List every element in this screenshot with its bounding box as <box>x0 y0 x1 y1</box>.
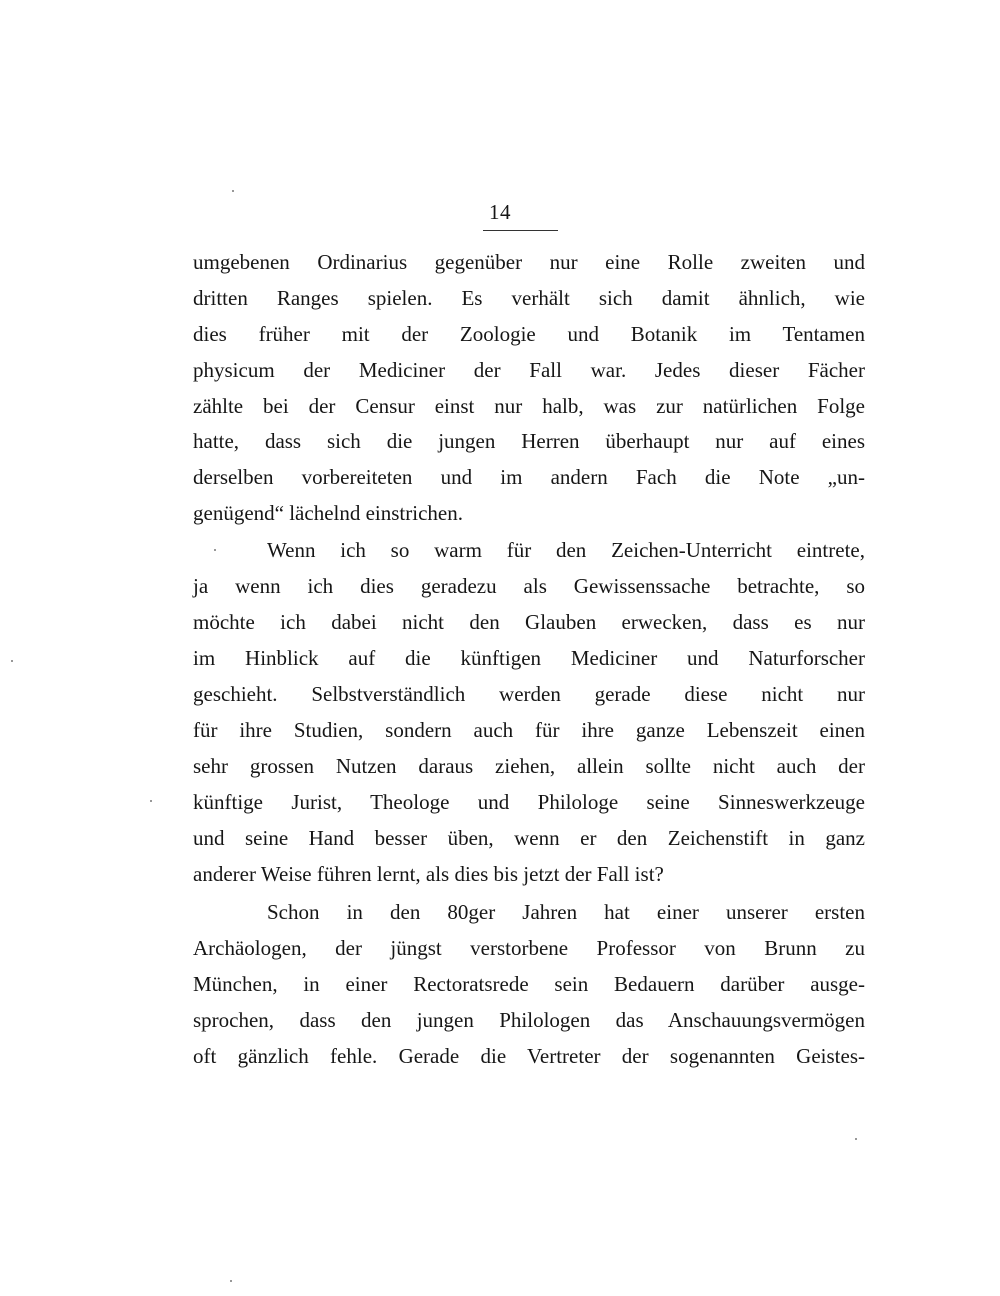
text-line: hatte, dass sich die jungen Herren überhaupt nur auf eines <box>193 429 865 453</box>
text-line: für ihre Studien, sondern auch für ihre ganze Lebenszeit einen <box>193 718 865 742</box>
scan-speck <box>230 1280 232 1282</box>
text-line: dies früher mit der Zoologie und Botanik im Tentamen <box>193 322 865 346</box>
text-line: sprochen, dass den jungen Philologen das Anschauungsvermögen <box>193 1008 865 1032</box>
text-line: im Hinblick auf die künftigen Mediciner und Naturforscher <box>193 646 865 670</box>
text-line: künftige Jurist, Theologe und Philologe seine Sinneswerkzeuge <box>193 790 865 814</box>
text-line: anderer Weise führen lernt, als dies bis jetzt der Fall ist? <box>193 862 664 886</box>
text-line: oft gänzlich fehle. Gerade die Vertreter der sogenannten Geistes- <box>193 1044 865 1068</box>
text-line: sehr grossen Nutzen daraus ziehen, allein sollte nicht auch der <box>193 754 865 778</box>
scan-speck <box>214 549 216 551</box>
text-line: umgebenen Ordinarius gegenüber nur eine Rolle zweiten und <box>193 250 865 274</box>
text-line: und seine Hand besser üben, wenn er den Zeichenstift in ganz <box>193 826 865 850</box>
text-line: dritten Ranges spielen. Es verhält sich damit ähnlich, wie <box>193 286 865 310</box>
scan-speck <box>11 660 13 662</box>
scan-speck <box>855 1138 857 1140</box>
scan-speck <box>232 190 234 192</box>
text-line: möchte ich dabei nicht den Glauben erwecken, dass es nur <box>193 610 865 634</box>
text-line: genügend“ lächelnd einstrichen. <box>193 501 463 525</box>
text-line: ja wenn ich dies geradezu als Gewissenssache betrachte, so <box>193 574 865 598</box>
text-line: Wenn ich so warm für den Zeichen-Unterricht eintrete, <box>267 538 865 562</box>
scan-speck <box>150 800 152 802</box>
page-number-rule <box>483 230 558 231</box>
text-line: München, in einer Rectoratsrede sein Bedauern darüber ausge- <box>193 972 865 996</box>
text-line: geschieht. Selbstverständlich werden gerade diese nicht nur <box>193 682 865 706</box>
text-line: derselben vorbereiteten und im andern Fach die Note „un- <box>193 465 865 489</box>
text-line: Archäologen, der jüngst verstorbene Professor von Brunn zu <box>193 936 865 960</box>
text-line: zählte bei der Censur einst nur halb, was zur natürlichen Folge <box>193 394 865 418</box>
text-line: physicum der Mediciner der Fall war. Jedes dieser Fächer <box>193 358 865 382</box>
text-line: Schon in den 80ger Jahren hat einer unserer ersten <box>267 900 865 924</box>
page-number: 14 <box>489 200 511 224</box>
